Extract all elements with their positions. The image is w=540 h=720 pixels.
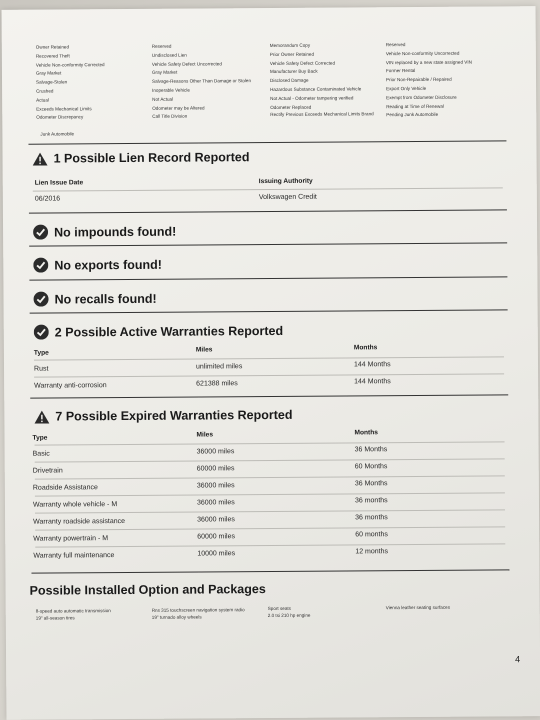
brand-item: Exceeds Mechanical Limits	[36, 105, 92, 112]
lien-title-text: 1 Possible Lien Record Reported	[53, 150, 250, 166]
column-header-type: Type	[33, 349, 49, 357]
warranty-miles: 60000 miles	[197, 533, 235, 541]
warranty-months: 36 Months	[354, 480, 388, 488]
brand-item: Odometer Discrepancy	[36, 114, 84, 121]
options-column-3	[268, 605, 311, 620]
brand-item: Hazardous Substance Contaminated Vehicle	[270, 86, 362, 92]
brand-item: Owner Retained	[35, 44, 70, 50]
option-item: Sport seats	[267, 605, 291, 612]
brand-item: Rectify Previous Exceeds Mechanical Limits Brand	[270, 111, 374, 118]
warranty-months: 36 months	[354, 497, 388, 505]
table-row-line	[34, 356, 504, 360]
brand-item: Export Only Vehicle	[386, 85, 427, 92]
warranty-miles: 36000 miles	[196, 448, 235, 456]
warranty-miles: 36000 miles	[196, 482, 235, 490]
brand-item: Vehicle Non-conformity Corrected	[35, 61, 105, 68]
brands-column-3	[270, 41, 387, 121]
column-header-type: Type	[32, 434, 48, 442]
table-row-line	[35, 492, 505, 496]
divider	[29, 242, 507, 247]
brands-column-1	[36, 43, 153, 123]
brand-item: Actual	[36, 97, 49, 103]
brand-item: Not Actual - Odometer tampering verified	[270, 95, 354, 101]
options-section-title	[30, 582, 266, 598]
brands-column-4	[386, 40, 507, 120]
brand-item: Vehicle Safety Defect Corrected	[269, 60, 336, 66]
column-header-months: Months	[353, 344, 378, 352]
warning-icon	[33, 152, 48, 165]
brand-item: Gray Market	[35, 70, 62, 77]
warranty-miles: 36000 miles	[196, 499, 235, 507]
table-row-line	[35, 458, 505, 462]
warranty-type: Roadside Assistance	[32, 484, 98, 492]
brand-item: Odometer may be Altered	[152, 105, 205, 111]
impounds-section-title	[33, 224, 176, 240]
option-item: 19" turnado alloy wheels	[151, 614, 202, 621]
divider	[29, 209, 507, 214]
warranty-months: 12 months	[355, 548, 389, 556]
brand-item: Prior Owner Retained	[269, 51, 315, 57]
options-column-4	[386, 604, 450, 612]
lien-date-header: Lien Issue Date	[34, 179, 84, 187]
table-row-line	[35, 441, 505, 445]
active-warranties-section-title	[34, 323, 283, 340]
brand-item: Crushed	[36, 88, 54, 94]
divider	[28, 140, 506, 145]
brand-item: Reserved	[151, 43, 172, 49]
divider	[30, 309, 508, 314]
options-column-1	[36, 607, 111, 622]
warranty-months: 144 Months	[353, 361, 391, 369]
warranty-type: Warranty roadside assistance	[33, 518, 126, 526]
brand-item: Undisclosed Lien	[151, 52, 187, 58]
recalls-section-title	[33, 291, 156, 307]
expired-warranties-title-text: 7 Possible Expired Warranties Reported	[55, 407, 293, 424]
brand-item: Gray Market	[151, 70, 178, 76]
check-circle-icon	[33, 292, 48, 307]
divider	[30, 394, 508, 399]
option-item: Rns 315 touchscreen navigation system radio	[151, 607, 245, 613]
brand-item: Recovered Theft	[35, 53, 70, 59]
brand-item: Pending Junk Automobile	[386, 112, 439, 118]
warranty-months: 60 months	[355, 531, 388, 539]
option-item: Vienna leather seating surfaces	[385, 604, 451, 611]
brand-item: Inoperable Vehicle	[152, 87, 190, 93]
brand-item: Not Actual	[152, 96, 174, 102]
options-column-2	[152, 606, 245, 621]
brands-column-2	[152, 42, 271, 122]
warranty-type: Drivetrain	[32, 467, 63, 475]
title-brands-grid	[36, 40, 507, 122]
report-page	[2, 6, 540, 720]
lien-authority-header: Issuing Authority	[258, 177, 313, 186]
warranty-type: Warranty whole vehicle - M	[32, 501, 118, 509]
column-header-miles: Miles	[196, 431, 214, 439]
recalls-title-text: No recalls found!	[54, 291, 157, 307]
brand-item: Manufacturer Buy Back	[269, 69, 318, 75]
divider	[31, 569, 509, 574]
divider	[29, 276, 507, 281]
brand-item: Prior Non-Repairable / Repaired	[386, 76, 452, 83]
exports-section-title	[33, 257, 162, 273]
table-row-line	[35, 526, 505, 530]
brand-item: Odometer Replaced	[270, 104, 312, 110]
warranty-miles: 36000 miles	[197, 516, 235, 524]
warranty-type: Rust	[34, 365, 49, 373]
warranty-miles: 10000 miles	[197, 550, 236, 558]
warranty-months: 144 Months	[354, 378, 391, 386]
brand-item: Salvage-Reasons Other Than Damage or Stolen	[152, 78, 252, 85]
table-row-line	[34, 373, 504, 377]
warning-icon	[34, 410, 49, 423]
lien-section-title	[33, 150, 250, 166]
brand-item: Call Title Division	[152, 113, 188, 120]
impounds-title-text: No impounds found!	[54, 224, 177, 240]
check-circle-icon	[33, 225, 48, 240]
brand-item: Salvage-Stolen	[36, 79, 68, 85]
warranty-months: 36 months	[355, 514, 388, 522]
check-circle-icon	[34, 325, 49, 340]
warranty-months: 60 Months	[354, 463, 388, 471]
column-header-miles: Miles	[195, 346, 213, 354]
brand-item: Memorandum Copy	[269, 42, 311, 49]
brand-item: Disclosed Damage	[270, 77, 309, 84]
warranty-type: Warranty anti-corrosion	[34, 382, 107, 390]
table-row-line	[35, 543, 505, 547]
table-row-line	[35, 509, 505, 513]
brand-item: Vehicle Non-conformity Uncorrected	[385, 50, 460, 56]
active-warranties-title-text: 2 Possible Active Warranties Reported	[54, 323, 284, 340]
brand-item: Reading at Time of Renewal	[386, 103, 444, 109]
column-header-months: Months	[354, 429, 378, 437]
expired-warranties-section-title	[34, 408, 292, 424]
warranty-months: 36 Months	[354, 446, 388, 454]
warranty-type: Warranty full maintenance	[33, 552, 115, 560]
option-item: 19" all-season tires	[35, 615, 75, 622]
lien-authority-value: Volkswagen Credit	[258, 193, 317, 202]
table-row-line	[33, 187, 503, 191]
warranty-miles: 60000 miles	[196, 465, 235, 473]
option-item: 2.0 tsi 210 hp engine	[267, 613, 311, 619]
brand-item: Former Rental	[385, 68, 416, 74]
warranty-miles: unlimited miles	[196, 363, 243, 371]
brand-item: Reserved	[385, 42, 406, 48]
brand-item-junk: Junk Automobile	[40, 131, 75, 137]
brand-item: Exempt from Odometer Disclosure	[386, 94, 457, 100]
brand-item: Vehicle Safety Defect Uncorrected	[151, 60, 222, 67]
warranty-type: Basic	[32, 450, 50, 458]
lien-date-value: 06/2016	[34, 195, 61, 203]
options-title-text: Possible Installed Option and Packages	[29, 582, 266, 598]
page-number: 4	[515, 654, 521, 665]
option-item: 8-speed auto automatic transmission	[35, 608, 111, 614]
exports-title-text: No exports found!	[54, 257, 162, 273]
warranty-miles: 621388 miles	[196, 380, 238, 388]
check-circle-icon	[33, 258, 48, 273]
brand-item: VIN replaced by a new state assigned VIN	[385, 59, 472, 65]
table-row-line	[35, 475, 505, 479]
warranty-type: Warranty powertrain - M	[33, 535, 109, 543]
